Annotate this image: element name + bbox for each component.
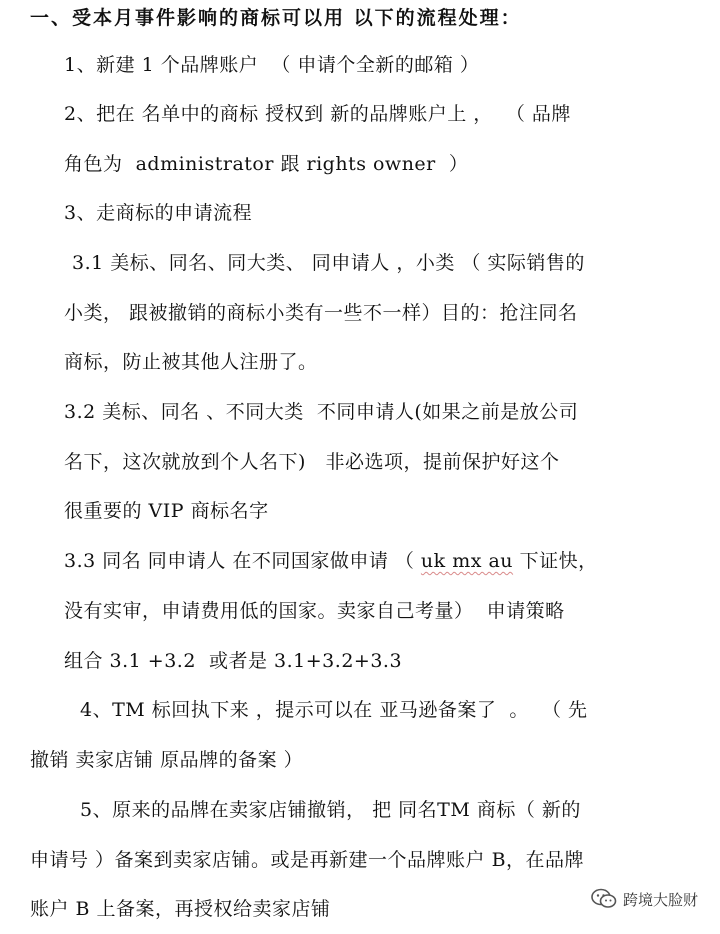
step-2-line-1: 2、把在 名单中的商标 授权到 新的品牌账户上 ， （ 品牌 [64, 103, 571, 125]
step-3-2-line-3: 很重要的 VIP 商标名字 [64, 500, 269, 522]
section-heading: 一、受本月事件影响的商标可以用 以下的流程处理： [30, 7, 522, 29]
watermark [591, 888, 698, 910]
step-5-line-1: 5、原来的品牌在卖家店铺撤销， 把 同名TM 商标（ 新的 [80, 799, 581, 821]
step-3-3-text-c: 下证快， [513, 550, 598, 572]
step-3-2-line-1: 3.2 美标、同名 、不同大类 不同申请人(如果之前是放公司 [64, 401, 579, 423]
wechat-icon [591, 888, 617, 910]
step-4-line-1: 4、TM 标回执下来 ，提示可以在 亚马逊备案了 。 （ 先 [80, 699, 588, 721]
step-1: 1、新建 1 个品牌账户 （ 申请个全新的邮箱 ） [64, 54, 480, 76]
watermark-text: 跨境大脸财 [622, 890, 698, 909]
step-3-3-line-1 [64, 549, 598, 573]
step-3-1-line-2: 小类， 跟被撤销的商标小类有一些不一样）目的：抢注同名 [64, 302, 578, 324]
step-3-3-line-3: 组合 3.1 +3.2 或者是 3.1+3.2+3.3 [64, 650, 403, 672]
step-2-line-2: 角色为 administrator 跟 rights owner ） [64, 153, 469, 175]
step-3-1-line-1: 3.1 美标、同名、同大类、 同申请人 ，小类 （ 实际销售的 [72, 252, 585, 274]
step-3-2-line-2: 名下，这次就放到个人名下) 非必选项，提前保护好这个 [64, 451, 560, 473]
country-codes: uk mx au [420, 550, 514, 572]
step-3: 3、走商标的申请流程 [64, 202, 253, 224]
step-4-line-2: 撤销 卖家店铺 原品牌的备案 ） [30, 749, 304, 771]
step-5-line-3: 账户 B 上备案，再授权给卖家店铺 [30, 898, 331, 920]
step-3-1-line-3: 商标，防止被其他人注册了。 [64, 351, 318, 373]
step-3-3-line-2: 没有实审，申请费用低的国家。卖家自己考量） 申请策略 [64, 600, 565, 622]
step-3-3-text-a: 3.3 同名 同申请人 在不同国家做申请 （ [64, 550, 421, 572]
step-5-line-2: 申请号 ）备案到卖家店铺。或是再新建一个品牌账户 B，在品牌 [30, 849, 585, 871]
